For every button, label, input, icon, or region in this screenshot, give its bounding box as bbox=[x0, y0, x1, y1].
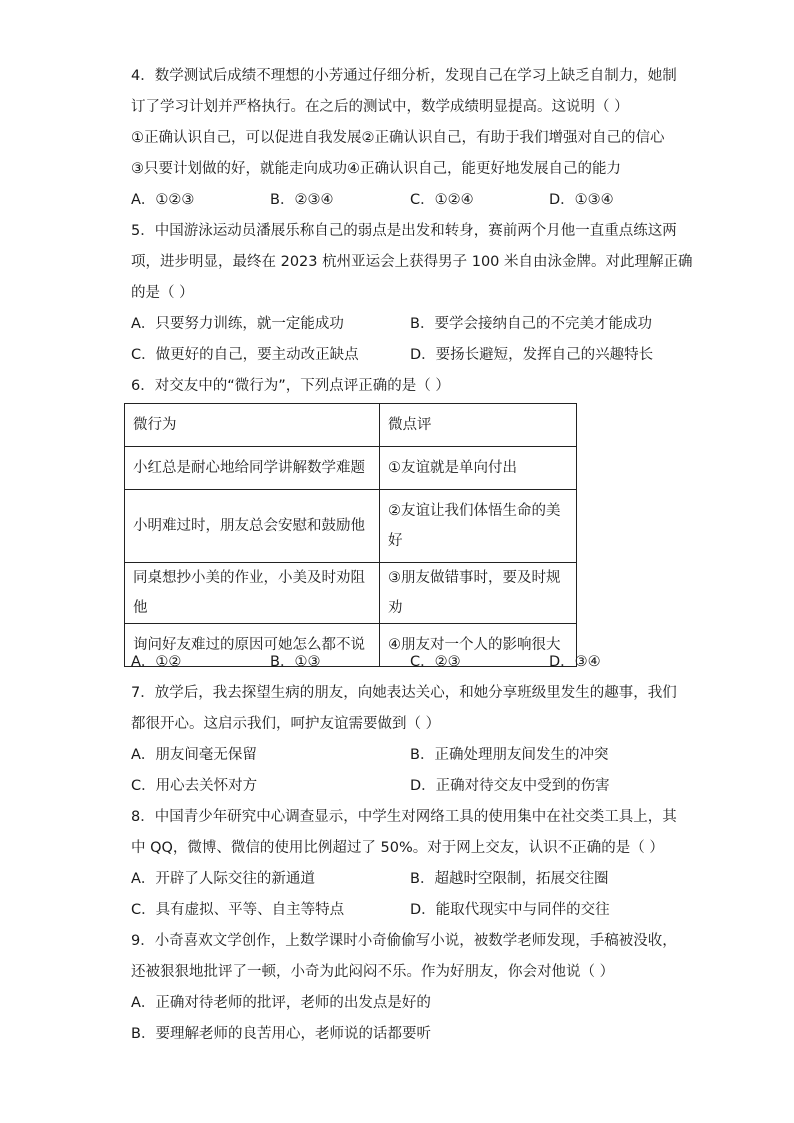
q5-option-b[interactable]: B．要学会接纳自己的不完美才能成功 bbox=[410, 316, 652, 332]
q9-option-a[interactable]: A．正确对待老师的批评，老师的出发点是好的 bbox=[131, 995, 431, 1011]
q4-option-b[interactable]: B．②③④ bbox=[270, 192, 334, 208]
q4-option-d[interactable]: D．①③④ bbox=[549, 192, 614, 208]
q8-option-b[interactable]: B．超越时空限制，拓展交往圈 bbox=[410, 871, 609, 887]
q6-table bbox=[124, 403, 577, 667]
q8-options-row-2 bbox=[131, 900, 671, 920]
q7-stem-line-1: 7．放学后，我去探望生病的朋友，向她表达关心，和她分享班级里发生的趣事，我们 bbox=[131, 685, 677, 701]
q6-option-c[interactable]: C．②③ bbox=[410, 654, 461, 670]
q5-option-c[interactable]: C．做更好的自己，要主动改正缺点 bbox=[131, 347, 359, 363]
table-header-row bbox=[125, 404, 577, 447]
q6-option-b[interactable]: B．①③ bbox=[270, 654, 321, 670]
table-row bbox=[125, 563, 577, 624]
q4-statements-line-1: ①正确认识自己，可以促进自我发展②正确认识自己，有助于我们增强对自己的信心 bbox=[131, 130, 665, 146]
q4-option-c[interactable]: C．①②④ bbox=[410, 192, 474, 208]
q4-statements-line-2: ③只要计划做的好，就能走向成功④正确认识自己，能更好地发展自己的能力 bbox=[131, 161, 621, 177]
q7-option-d[interactable]: D．正确对待交友中受到的伤害 bbox=[410, 778, 610, 794]
q7-option-b[interactable]: B．正确处理朋友间发生的冲突 bbox=[410, 747, 609, 763]
q6-option-d[interactable]: D．③④ bbox=[549, 654, 601, 670]
q9-stem-line-2: 还被狠狠地批评了一顿，小奇为此闷闷不乐。作为好朋友，你会对他说（ ） bbox=[131, 964, 615, 980]
q9-option-b[interactable]: B．要理解老师的良苦用心，老师说的话都要听 bbox=[131, 1026, 431, 1042]
q8-option-c[interactable]: C．具有虚拟、平等、自主等特点 bbox=[131, 902, 345, 918]
q9-stem-line-1: 9．小奇喜欢文学创作，上数学课时小奇偷偷写小说，被数学老师发现，手稿被没收， bbox=[131, 933, 677, 949]
q6-options bbox=[131, 652, 671, 672]
q7-options-row-2 bbox=[131, 776, 671, 796]
q7-stem-line-2: 都很开心。这启示我们，呵护友谊需要做到（ ） bbox=[131, 716, 441, 732]
q7-option-a[interactable]: A．朋友间毫无保留 bbox=[131, 747, 257, 763]
q5-option-a[interactable]: A．只要努力训练，就一定能成功 bbox=[131, 316, 344, 332]
q5-stem-line-3: 的是（ ） bbox=[131, 285, 194, 301]
table-header-comment: 微点评 bbox=[380, 404, 577, 447]
q5-stem-line-2: 项，进步明显，最终在 2023 杭州亚运会上获得男子 100 米自由泳金牌。对此理解正确 bbox=[131, 254, 693, 270]
table-cell-behavior: 小明难过时，朋友总会安慰和鼓励他 bbox=[125, 490, 380, 563]
q4-options bbox=[131, 190, 671, 210]
q4-stem-line-2: 订了学习计划并严格执行。在之后的测试中，数学成绩明显提高。这说明（ ） bbox=[131, 99, 629, 115]
table-header-behavior: 微行为 bbox=[125, 404, 380, 447]
q8-options-row-1 bbox=[131, 869, 671, 889]
table-row bbox=[125, 490, 577, 563]
q8-option-d[interactable]: D．能取代现实中与同伴的交往 bbox=[410, 902, 610, 918]
table-cell-behavior: 小红总是耐心地给同学讲解数学难题 bbox=[125, 447, 380, 490]
table-cell-comment: ④朋友对一个人的影响很大 bbox=[380, 624, 577, 667]
q8-stem-line-2: 中 QQ，微博、微信的使用比例超过了 50%。对于网上交友，认识不正确的是（ ） bbox=[131, 840, 664, 856]
table-cell-comment: ③朋友做错事时，要及时规劝 bbox=[380, 563, 577, 624]
q4-stem-line-1: 4．数学测试后成绩不理想的小芳通过仔细分析，发现自己在学习上缺乏自制力，她制 bbox=[131, 68, 677, 84]
q8-option-a[interactable]: A．开辟了人际交往的新通道 bbox=[131, 871, 315, 887]
q5-stem-line-1: 5．中国游泳运动员潘展乐称自己的弱点是出发和转身，赛前两个月他一直重点练这两 bbox=[131, 223, 677, 239]
q4-option-a[interactable]: A．①②③ bbox=[131, 192, 195, 208]
q6-stem: 6．对交友中的“微行为”，下列点评正确的是（ ） bbox=[131, 378, 450, 394]
q5-options-row-2 bbox=[131, 345, 671, 365]
table-cell-comment: ①友谊就是单向付出 bbox=[380, 447, 577, 490]
table-cell-behavior: 同桌想抄小美的作业，小美及时劝阻他 bbox=[125, 563, 380, 624]
table-cell-behavior: 询问好友难过的原因可她怎么都不说 bbox=[125, 624, 380, 667]
table-cell-comment: ②友谊让我们体悟生命的美好 bbox=[380, 490, 577, 563]
q6-option-a[interactable]: A．①② bbox=[131, 654, 182, 670]
q7-options-row-1 bbox=[131, 745, 671, 765]
q5-option-d[interactable]: D．要扬长避短，发挥自己的兴趣特长 bbox=[410, 347, 654, 363]
q8-stem-line-1: 8．中国青少年研究中心调查显示，中学生对网络工具的使用集中在社交类工具上，其 bbox=[131, 809, 677, 825]
q5-options-row-1 bbox=[131, 314, 671, 334]
table-row bbox=[125, 447, 577, 490]
q7-option-c[interactable]: C．用心去关怀对方 bbox=[131, 778, 258, 794]
